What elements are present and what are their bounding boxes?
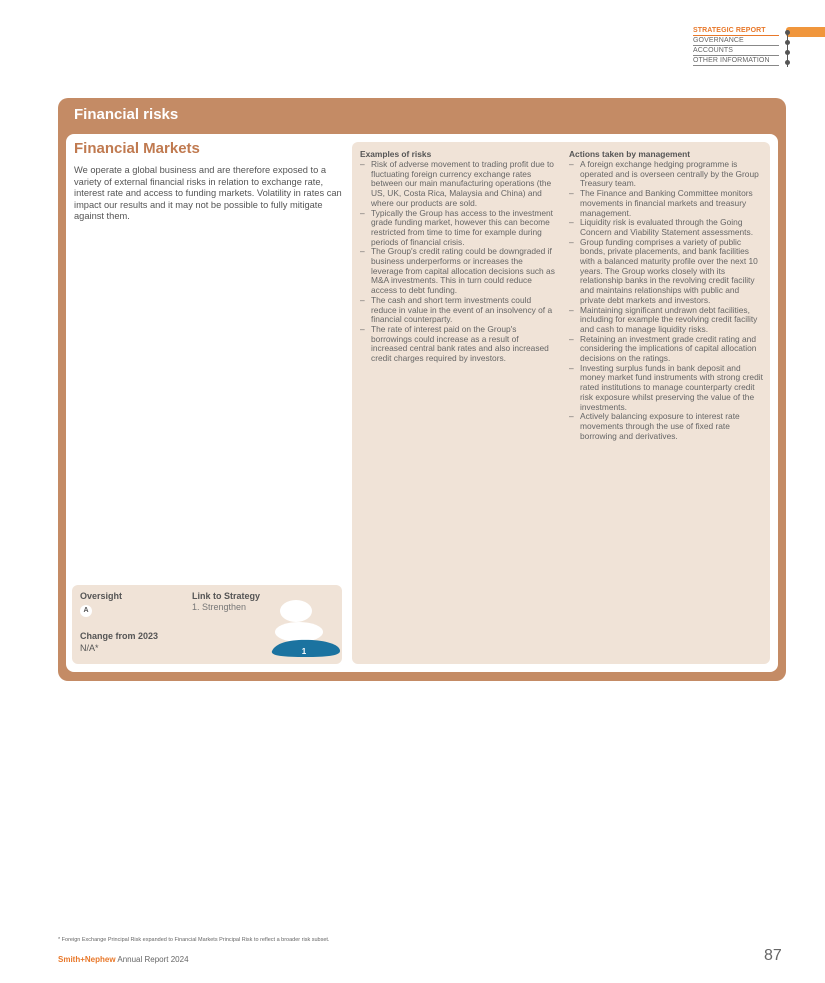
nav-dot [785,50,790,55]
panel-body [66,134,778,672]
risk-details-box [352,142,770,664]
nav-strategic-report[interactable]: STRATEGIC REPORT [693,27,779,36]
nav-governance[interactable]: GOVERNANCE [693,37,779,46]
intro-text: We operate a global business and are therefore exposed to a variety of external financial risks in relation to exchange rate, interest rate and access to funding markets. Volatility in rates can impact our results and it may not be possible to fully mitigate against them. [74,165,342,222]
nav-dot [785,30,790,35]
oversight-badge: A [80,605,92,617]
list-item: – Typically the Group has access to the investment grade funding market, however this can become restricted from time to time for example during periods of financial crisis. [360,209,556,248]
risk-summary [74,140,346,223]
footer-brand [58,955,189,964]
footnote: * Foreign Exchange Principal Risk expanded to Financial Markets Principal Risk to reflect a broader risk subset. [58,937,330,943]
nav-other-information[interactable]: OTHER INFORMATION [693,57,779,66]
list-item: – The Finance and Banking Committee monitors movements in financial markets and treasury management. [569,189,765,218]
actions-column [569,149,765,441]
oversight-label: Oversight [80,591,123,601]
examples-column [360,149,556,364]
actions-heading: Actions taken by management [569,149,691,159]
list-item: – Retaining an investment grade credit rating and considering the implications of capital allocation decisions on the ratings. [569,335,765,364]
list-item: – The rate of interest paid on the Group's borrowings could increase as a result of increased central bank rates and also increased credit charges required by investors. [360,325,556,364]
list-item: – Group funding comprises a variety of public bonds, private placements, and bank facilities with a balanced maturity profile over the next 10 years. The Group works closely with its relationship banks in the revolving credit facility and maintains relationships with public and private debt markets and investors. [569,238,765,306]
list-item: – Actively balancing exposure to interest rate movements through the use of fixed rate borrowing and derivatives. [569,412,765,441]
change-label: Change from 2023 [80,631,159,641]
strategy-stones-icon [270,591,344,657]
change-value: N/A* [80,643,99,653]
page-number: 87 [764,947,782,964]
nav-dot [785,40,790,45]
brand-name: Smith+Nephew [58,955,116,964]
list-item: – A foreign exchange hedging programme is operated and is overseen centrally by the Group Treasury team. [569,160,765,189]
financial-risks-panel [58,98,786,681]
list-item: – Liquidity risk is evaluated through the Going Concern and Viability Statement assessments. [569,218,765,237]
strategy-label: Link to Strategy [192,591,261,601]
list-item: – Maintaining significant undrawn debt facilities, including for example the revolving credit facility and cash to manage liquidity risks. [569,306,765,335]
list-item: – The Group's credit rating could be downgraded if business underperforms or increases the leverage from capital allocation decisions such as M&A investments. This in turn could reduce access to debt funding. [360,247,556,296]
strategy-number: 1 [301,647,307,656]
risk-info-box [72,585,342,664]
examples-heading: Examples of risks [360,149,432,159]
list-item: – Investing surplus funds in bank deposit and money market fund instruments with strong credit rated institutions to manage counterparty credit risk exposure whilst preserving the value of the investments. [569,364,765,413]
section-title: Financial Markets [74,140,200,157]
strategy-value: 1. Strengthen [192,602,247,612]
section-nav [693,27,825,71]
examples-list [360,160,556,364]
actions-list [569,160,765,441]
nav-dot [785,60,790,65]
nav-accounts[interactable]: ACCOUNTS [693,47,779,56]
nav-active-marker [786,27,825,37]
list-item: – Risk of adverse movement to trading profit due to fluctuating foreign currency exchange rates between our main manufacturing operations (the US, UK, Costa Rica, Malaysia and China) and where our products are sold. [360,160,556,209]
panel-title: Financial risks [74,106,179,123]
report-name: Annual Report 2024 [115,955,189,964]
list-item: – The cash and short term investments could reduce in value in the event of an insolvency of a financial counterparty. [360,296,556,325]
